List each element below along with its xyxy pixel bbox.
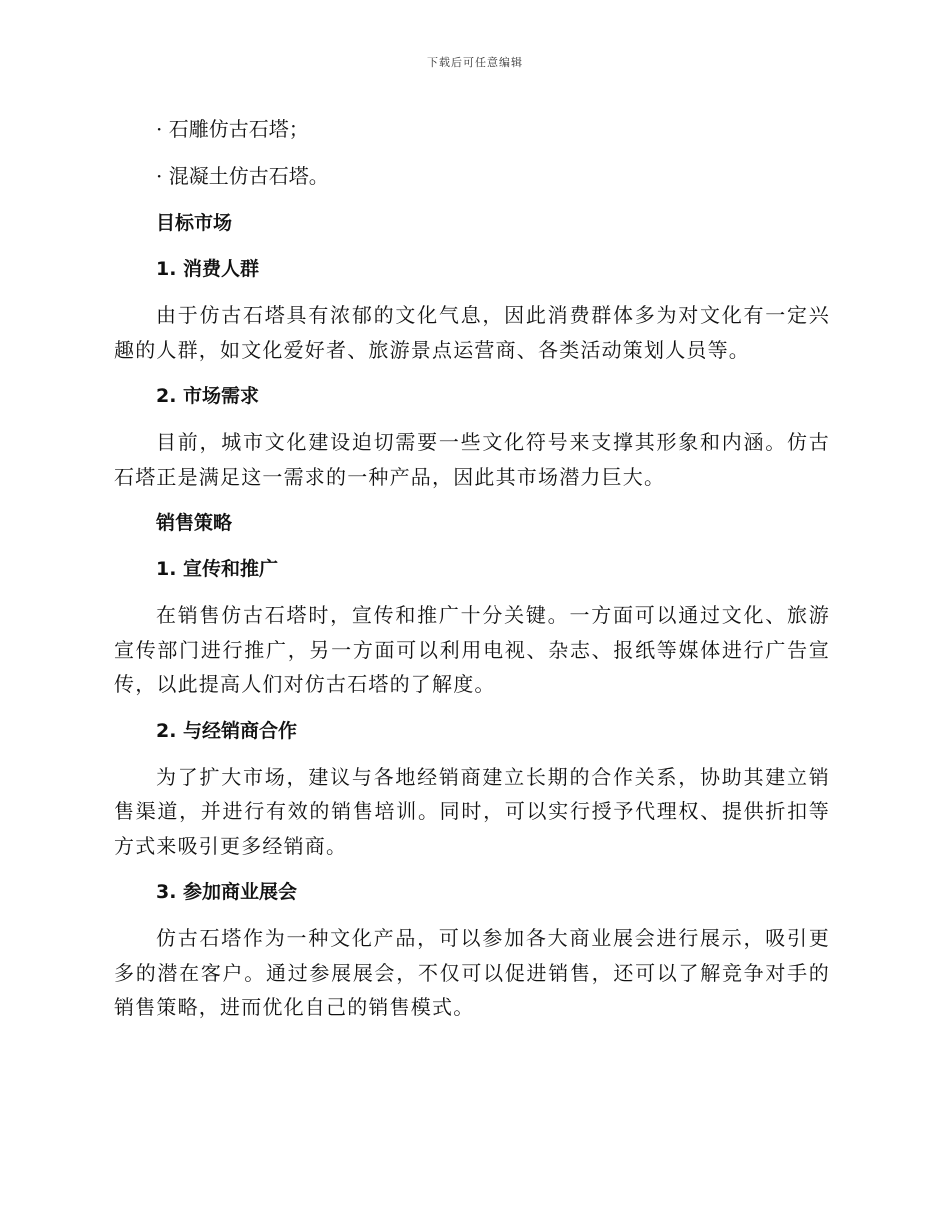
section-title-sales-strategy: 销售策略 [156, 512, 233, 534]
bullet-item: · 石雕仿古石塔； [156, 117, 309, 141]
page-header: 下载后可任意编辑 [427, 56, 523, 69]
paragraph-promotion: 在销售仿古石塔时，宣传和推广十分关键。一方面可以通过文化、旅游宣传部门进行推广，另一方面可以利用电视、杂志、报纸等媒体进行广告宣传，以此提高人们对仿古石塔的了解度。 [114, 603, 830, 696]
section-title-target-market: 目标市场 [156, 212, 233, 234]
paragraph-exhibitions: 仿古石塔作为一种文化产品，可以参加各大商业展会进行展示，吸引更多的潜在客户。通过参展展会，不仅可以促进销售，还可以了解竞争对手的销售策略，进而优化自己的销售模式。 [114, 926, 830, 1019]
subheading-consumers: 1. 消费人群 [156, 258, 260, 280]
subheading-promotion: 1. 宣传和推广 [156, 558, 279, 580]
subheading-dealers: 2. 与经销商合作 [156, 719, 298, 742]
paragraph-consumers: 由于仿古石塔具有浓郁的文化气息，因此消费群体多为对文化有一定兴趣的人群，如文化爱好者、旅游景点运营商、各类活动策划人员等。 [114, 303, 830, 362]
paragraph-market-demand: 目前，城市文化建设迫切需要一些文化符号来支撑其形象和内涵。仿古石塔正是满足这一需求的一种产品，因此其市场潜力巨大。 [114, 430, 830, 489]
document-body [114, 112, 830, 1037]
subheading-exhibitions: 3. 参加商业展会 [156, 881, 298, 903]
bullet-item: · 混凝土仿古石塔。 [156, 164, 329, 188]
paragraph-dealers: 为了扩大市场，建议与各地经销商建立长期的合作关系，协助其建立销售渠道，并进行有效的销售培训。同时，可以实行授予代理权、提供折扣等方式来吸引更多经销商。 [114, 764, 830, 858]
subheading-market-demand: 2. 市场需求 [156, 385, 260, 407]
